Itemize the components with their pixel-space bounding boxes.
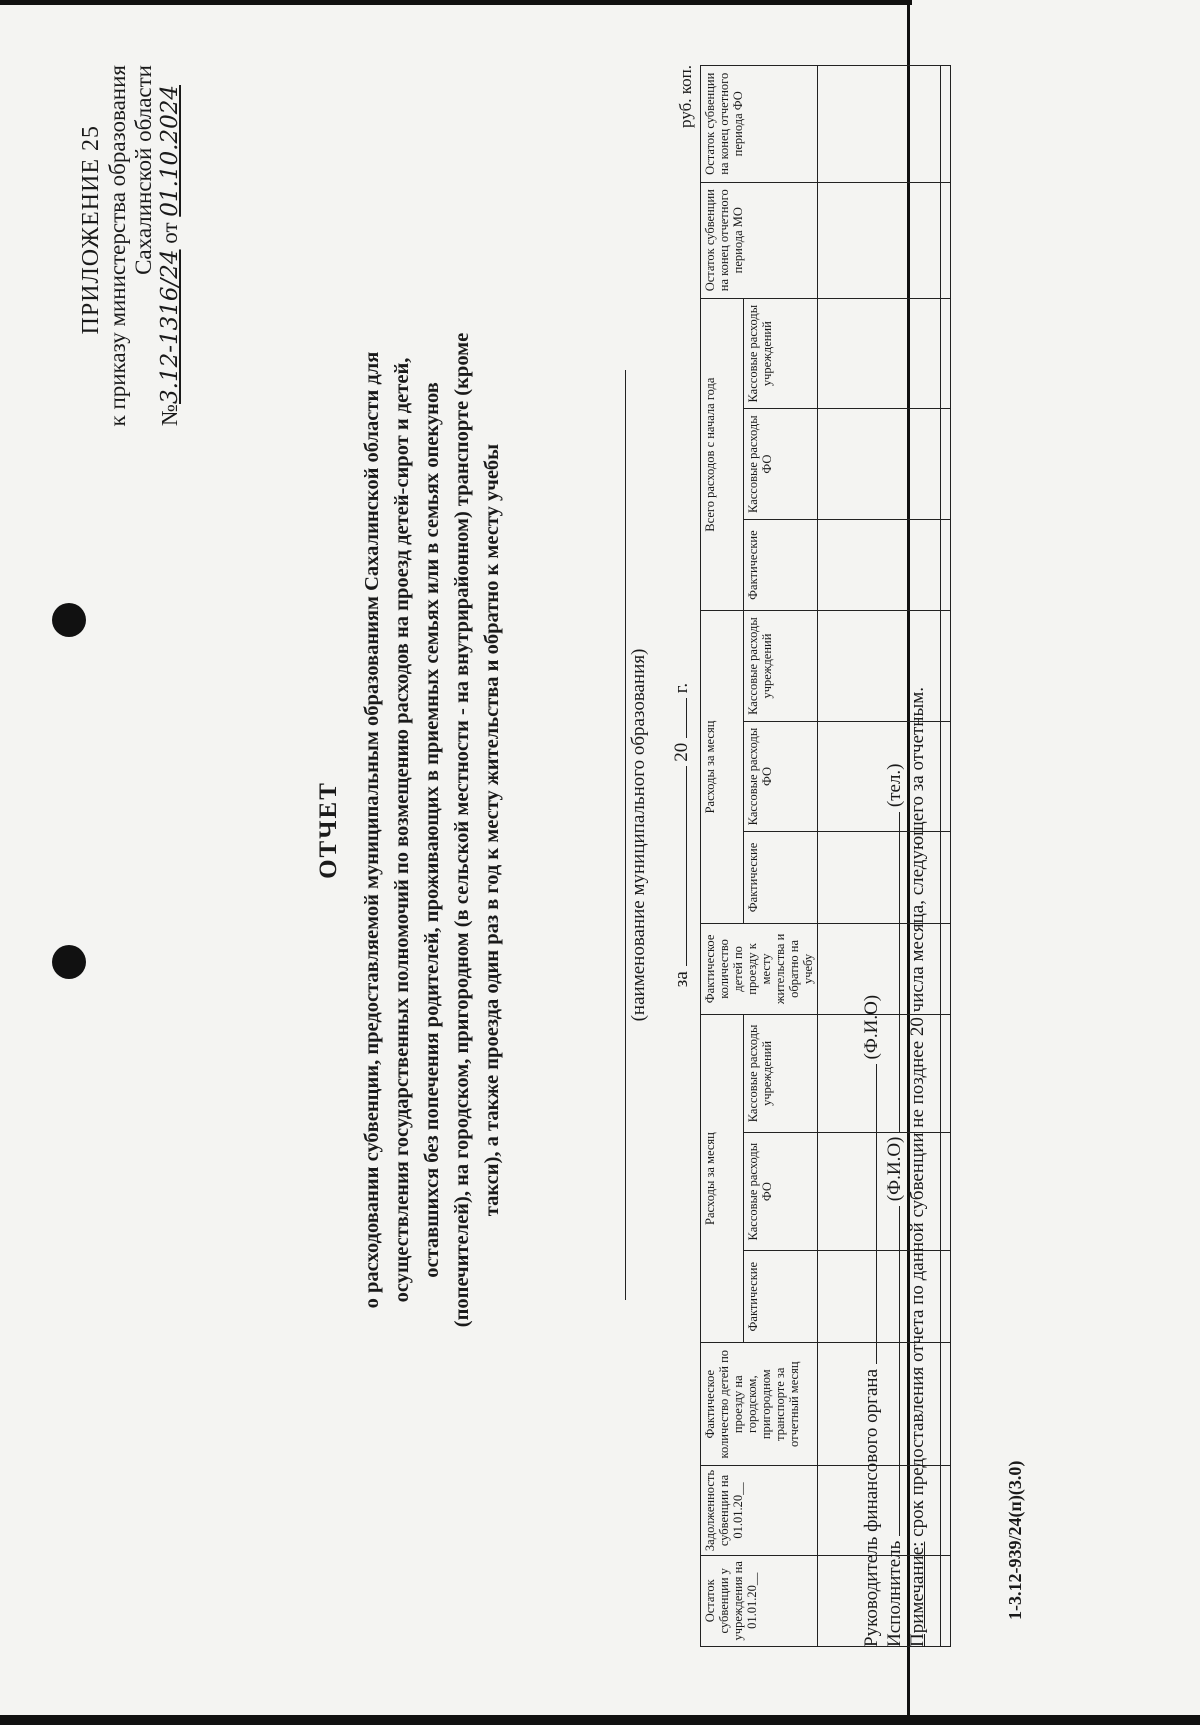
subcol-actual: Фактические — [743, 1251, 817, 1342]
subtitle-line: такси), а также проезда один раз в год к месту жительства и обратно к месту учебы — [481, 443, 503, 1217]
executor-signature-line — [883, 687, 906, 1647]
table-cell — [941, 1466, 951, 1555]
table-cell — [941, 611, 951, 721]
appendix-header — [78, 65, 183, 1655]
municipality-line — [625, 370, 626, 1300]
table-cell — [818, 66, 941, 183]
period-prefix: за — [671, 971, 692, 988]
executor-signature-blank — [883, 1206, 900, 1536]
order-number-prefix: № — [157, 403, 182, 426]
municipality-field — [625, 335, 650, 1335]
col-total-expenses: Всего расходов с начала года — [701, 298, 744, 610]
report-title-block — [315, 275, 507, 1385]
period-year: 20 — [671, 742, 692, 762]
table-cell — [941, 409, 951, 519]
table-cell — [818, 182, 941, 298]
subcol-actual: Фактические — [743, 519, 817, 610]
subtitle-line: оставшихся без попечения родителей, проживающих в приемных семьях или в семьях опекунов — [421, 382, 443, 1278]
table-cell — [941, 298, 951, 408]
report-title: ОТЧЕТ — [315, 781, 342, 879]
subcol-cash-fo: Кассовые расходы ФО — [743, 1132, 817, 1251]
order-date-prefix: от — [157, 222, 182, 244]
table-cell — [818, 519, 941, 610]
order-date: 01.10.2024 — [157, 85, 183, 217]
table-cell — [941, 1251, 951, 1342]
table-cell — [941, 182, 951, 298]
head-fio: (Ф.И.О) — [861, 994, 882, 1060]
order-number: 3.12-1316/24 — [157, 249, 183, 404]
table-cell — [941, 519, 951, 610]
col-actual-count-home: Фактическое количество детей по проезду к месту жительства и обратно на учебу — [701, 923, 818, 1014]
table-cell — [818, 298, 941, 408]
period-line — [670, 575, 693, 1095]
footer-signatures — [860, 687, 929, 1647]
executor-fio: (Ф.И.О) — [884, 1136, 905, 1202]
head-signature-blank — [860, 1064, 877, 1364]
units-label: руб. коп. — [676, 65, 695, 128]
col-expenses-month-2: Расходы за месяц — [701, 611, 744, 923]
appendix-order-line — [157, 85, 183, 1675]
appendix-title: ПРИЛОЖЕНИЕ 25 — [78, 125, 104, 335]
table-cell — [941, 66, 951, 183]
scan-edge-bottom — [0, 1715, 1200, 1725]
subtitle-line: (попечителей), на городском, пригородном (в сельской местности - на внутрирайонном) транспорте (кроме — [451, 332, 473, 1328]
table-cell — [941, 1555, 951, 1646]
table-cell — [818, 409, 941, 519]
table-cell — [941, 1015, 951, 1133]
phone-blank — [883, 812, 900, 1132]
subtitle-line: осуществления государственных полномочий по возмещению расходов на проезд детей-сирот и детей, — [391, 357, 413, 1303]
head-label: Руководитель финансового органа — [861, 1368, 882, 1647]
subcol-cash-fo: Кассовые расходы ФО — [743, 409, 817, 519]
period-year-blank — [670, 698, 687, 738]
subcol-cash-inst: Кассовые расходы учреждений — [743, 611, 817, 721]
note-line — [906, 687, 929, 1647]
rotated-page — [70, 65, 1030, 1655]
scan-edge-top — [0, 0, 912, 5]
table-cell — [941, 832, 951, 923]
executor-label: Исполнитель — [884, 1540, 905, 1647]
subtitle-line: о расходовании субвенции, предоставляемой муниципальным образованиям Сахалинской области для — [361, 351, 383, 1309]
municipality-caption: (наименование муниципального образования) — [628, 648, 649, 1022]
col-debt: Задолженность субвенции на 01.01.20__ — [701, 1466, 818, 1555]
head-signature-line — [860, 687, 883, 1647]
period-suffix: г. — [671, 682, 692, 694]
table-cell — [941, 923, 951, 1014]
col-balance-fo: Остаток субвенции на конец отчетного периода ФО — [701, 66, 818, 183]
col-actual-count-city: Фактическое количество детей по проезду на городском, пригородном транспорте за отчетный месяц — [701, 1342, 818, 1466]
table-cell — [941, 1342, 951, 1466]
col-expenses-month-1: Расходы за месяц — [701, 1015, 744, 1343]
table-cell — [941, 721, 951, 831]
col-balance-institution: Остаток субвенции у учреждения на 01.01.20__ — [701, 1555, 818, 1646]
table-cell — [941, 1132, 951, 1251]
col-balance-mo: Остаток субвенции на конец отчетного периода МО — [701, 182, 818, 298]
note-text: срок предоставления отчета по данной субвенции не позднее 20 числа месяца, следующего за отчетным. — [907, 686, 928, 1537]
table-header-row — [701, 66, 744, 1647]
executor-phone: (тел.) — [884, 763, 905, 808]
subcol-cash-inst: Кассовые расходы учреждений — [743, 298, 817, 408]
period-blank — [670, 766, 687, 966]
report-subtitle — [357, 275, 507, 1385]
subcol-cash-fo: Кассовые расходы ФО — [743, 721, 817, 831]
subcol-actual: Фактические — [743, 832, 817, 923]
appendix-line-1: к приказу министерства образования — [105, 65, 130, 427]
note-label: Примечание: — [907, 1541, 928, 1647]
table-row — [941, 66, 951, 1647]
appendix-line-2: Сахалинской области — [131, 65, 156, 275]
document-code: 1-3.12-939/24(п)(3.0) — [1005, 1460, 1025, 1620]
subcol-cash-inst: Кассовые расходы учреждений — [743, 1015, 817, 1133]
